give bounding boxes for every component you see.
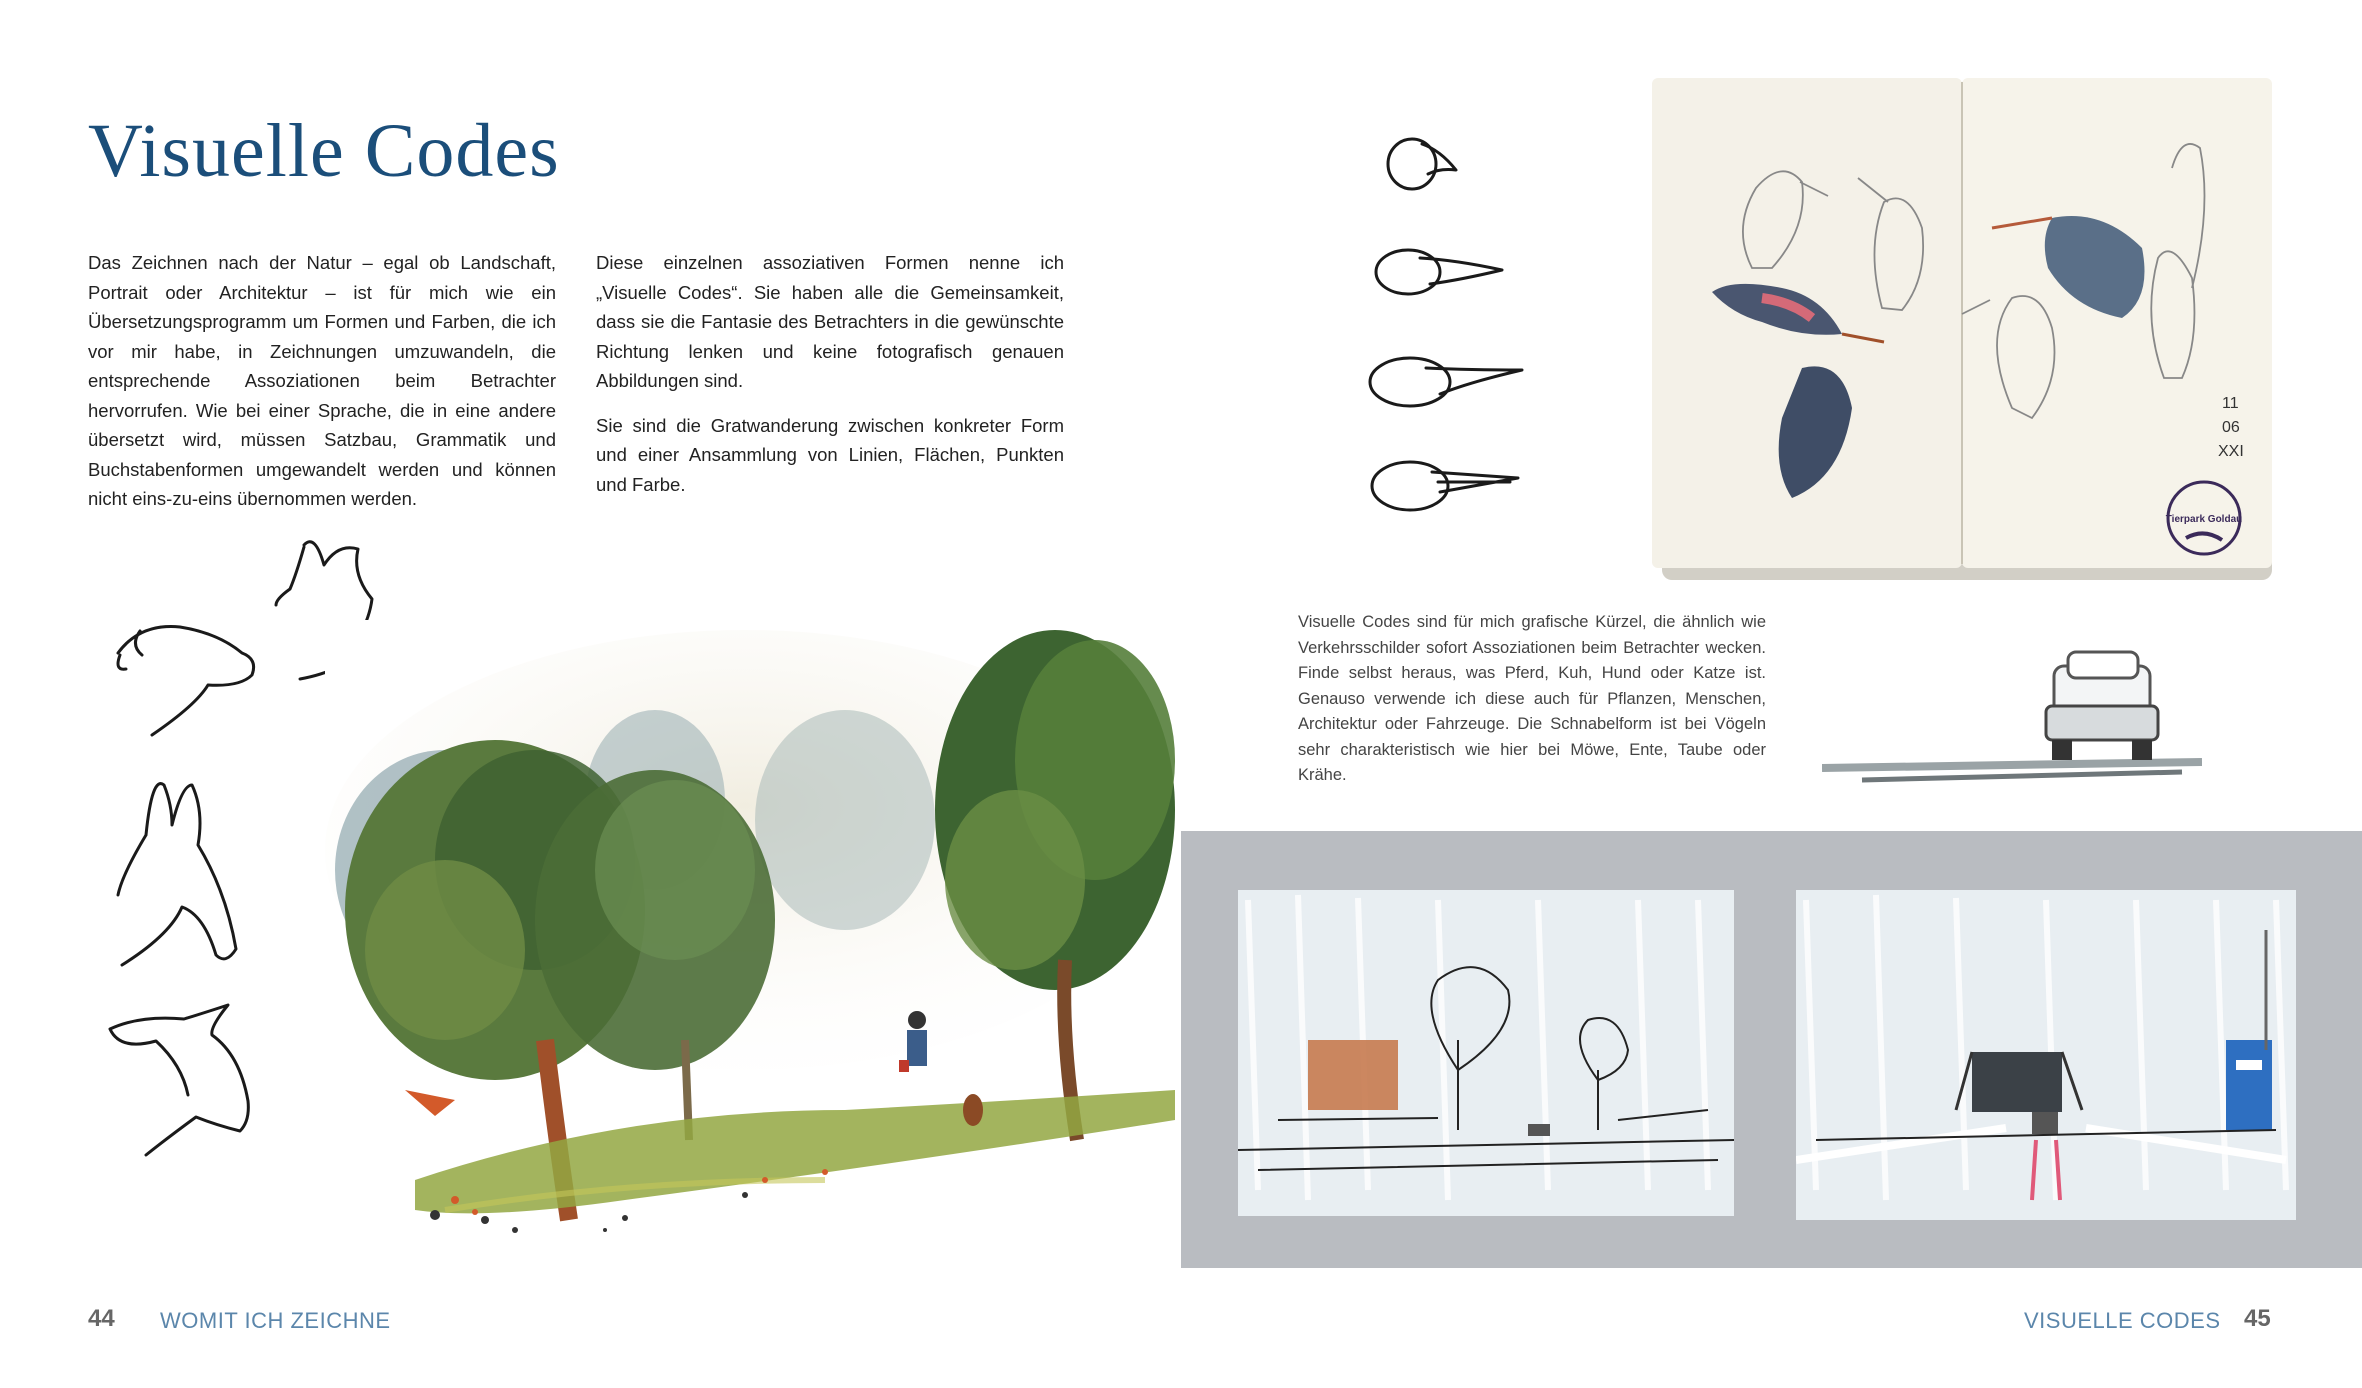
stamp-text: Tierpark Goldau — [2165, 514, 2243, 525]
text-column-1 — [88, 248, 556, 529]
sketchbook-bird-studies — [1652, 78, 2282, 584]
left-chapter-title: WOMIT ICH ZEICHNE — [160, 1308, 391, 1333]
left-page-number: 44 — [88, 1305, 115, 1332]
text-column-2 — [596, 248, 1064, 514]
image-caption: Visuelle Codes sind für mich grafische Kürzel, die ähnlich wie Verkehrsschilder sofort Assoziationen beim Betrachter wecken. Finde selbst heraus, was Pferd, Kuh, Hund oder Katze ist. Genauso verwende ich diese auch für Pflanzen, Menschen, Architektur oder Fahrzeuge. Die Schnabelform ist bei Vögeln sehr charakteristisch wie hier bei Möwe, Ente, Taube oder Krähe. — [1298, 613, 1766, 784]
right-chapter-title: VISUELLE CODES — [2024, 1308, 2221, 1333]
watercolor-trees-painting — [325, 620, 1181, 1245]
date-mark: XXI — [2218, 443, 2244, 460]
paragraph: Sie sind die Gratwanderung zwischen konkreter Form und einer Ansammlung von Linien, Flächen, Punkten und Farbe. — [596, 414, 1064, 495]
car-sketch — [1822, 640, 2202, 790]
date-mark: 11 — [2222, 395, 2239, 412]
paragraph: Das Zeichnen nach der Natur – egal ob Landschaft, Portrait oder Architektur – ist für mich wie ein Übersetzungsprogramm um Formen und Farben, die ich vor mir habe, in Zeichnungen umzuwandeln, die entsprechende Assoziationen beim Betrachter hervorrufen. Wie bei einer Sprache, die in eine andere übersetzt wird, müssen Satzbau, Grammatik und Buchstabenformen umgewandelt werden und können nicht eins-zu-eins übernommen werden. — [88, 252, 556, 509]
road-sketch-left — [1238, 890, 1734, 1216]
right-page-number: 45 — [2244, 1305, 2271, 1332]
road-sketch-right — [1796, 890, 2296, 1220]
bird-beak-drawings — [1360, 130, 1540, 530]
date-mark: 06 — [2222, 419, 2240, 436]
paragraph: Diese einzelnen assoziativen Formen nenne ich „Visuelle Codes“. Sie haben alle die Gemeinsamkeit, dass sie die Fantasie des Betrachters in die gewünschte Richtung lenken und keine fotografisch genauen Abbildungen sind. — [596, 252, 1064, 391]
page-title: Visuelle Codes — [88, 109, 560, 193]
